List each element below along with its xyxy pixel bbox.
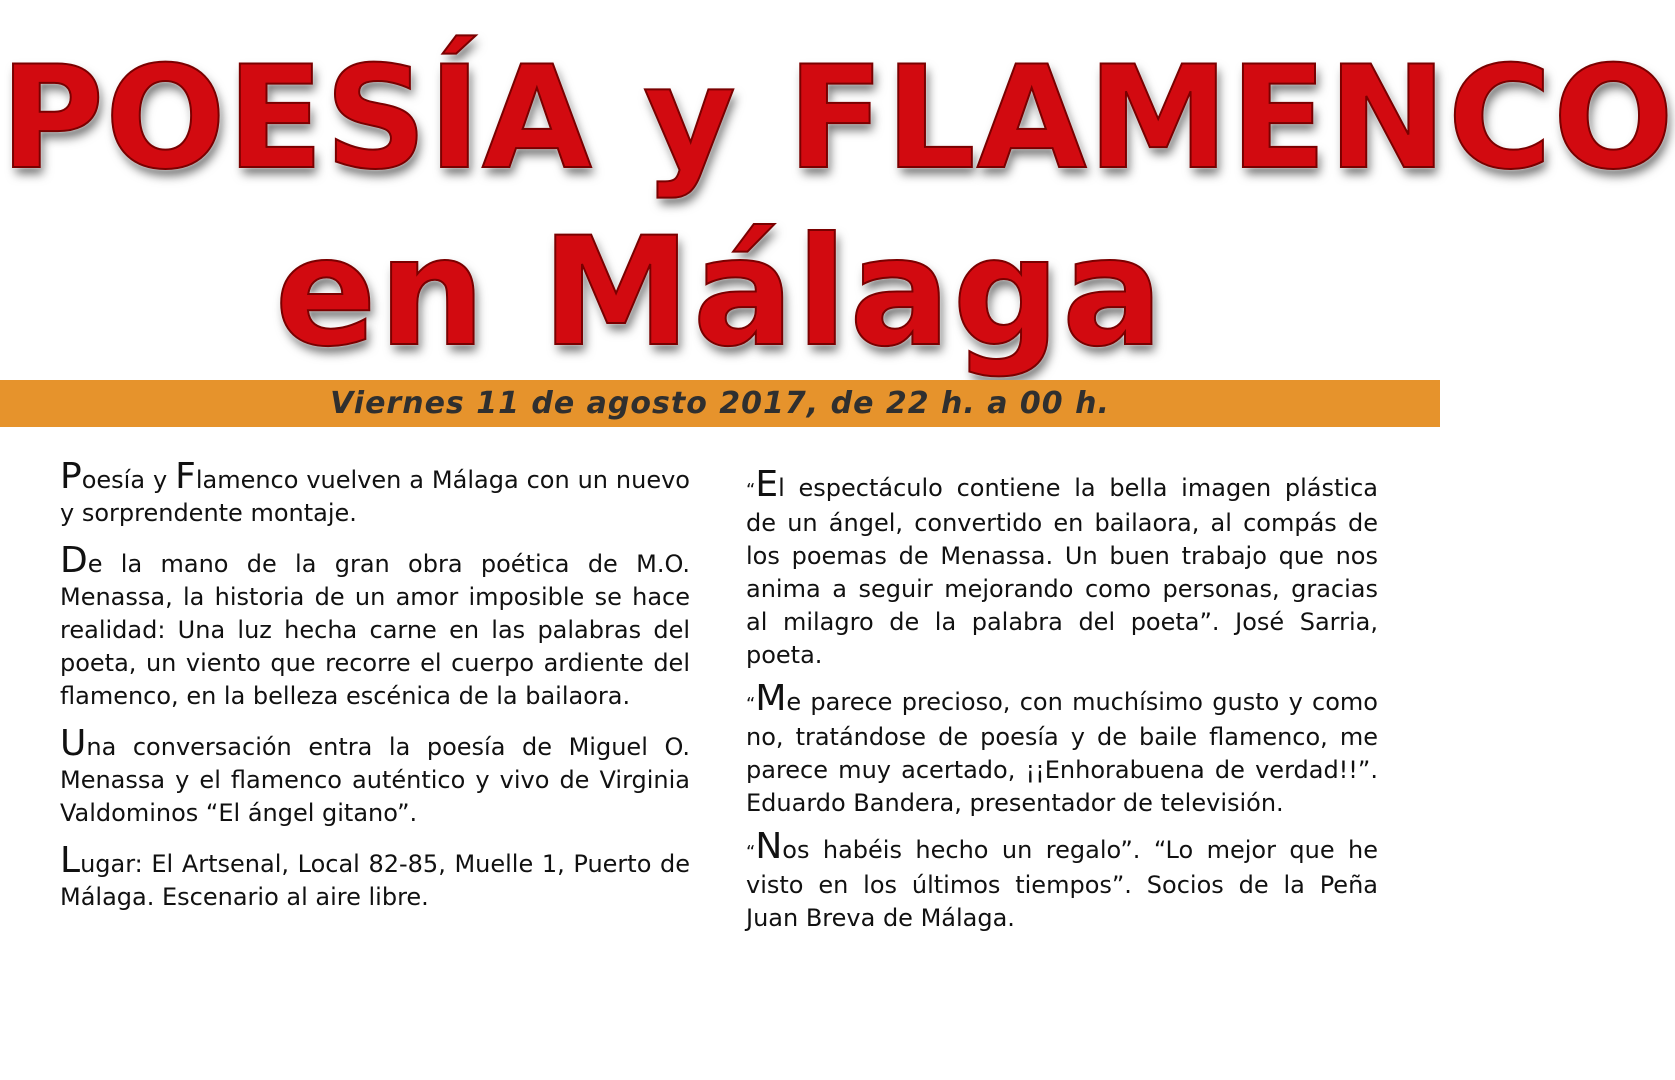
drop-cap: L bbox=[60, 840, 81, 881]
quote-text: e parece precioso, con muchísimo gusto y como no, tratándose de poesía y de baile flamenco, me parece muy acertado, ¡¡Enhorabuena de verdad!!”. Eduardo Bandera, presentador de televisión. bbox=[746, 688, 1378, 817]
drop-cap: U bbox=[60, 723, 87, 764]
drop-cap: E bbox=[755, 464, 779, 505]
quote-text: os habéis hecho un regalo”. “Lo mejor que he visto en los últimos tiempos”. Socios de la Peña Juan Breva de Málaga. bbox=[746, 836, 1378, 932]
quote-text: l espectáculo contiene la bella imagen plástica de un ángel, convertido en bailaora, al compás de los poemas de Menassa. Un buen trabajo que nos anima a seguir mejorando como personas, gracias al milagro de la palabra del poeta”. José Sarria, poeta. bbox=[746, 474, 1378, 669]
right-column bbox=[746, 464, 1378, 945]
quote-mark: “ bbox=[746, 842, 756, 863]
left-column bbox=[60, 456, 690, 928]
quote-jose-sarria bbox=[746, 464, 1378, 672]
drop-cap: D bbox=[60, 540, 88, 581]
conversation-paragraph bbox=[60, 723, 690, 830]
date-band bbox=[0, 380, 1440, 427]
paragraph-text: ugar: El Artsenal, Local 82-85, Muelle 1, Puerto de Málaga. Escenario al aire libre. bbox=[60, 850, 690, 911]
title-line-1: POESÍA y FLAMENCO bbox=[0, 36, 1675, 201]
quote-mark: “ bbox=[746, 480, 756, 501]
quote-eduardo-bandera bbox=[746, 678, 1378, 820]
drop-cap: F bbox=[175, 456, 196, 497]
intro-paragraph bbox=[60, 456, 690, 530]
quote-mark: “ bbox=[746, 694, 756, 715]
event-date-time: Viernes 11 de agosto 2017, de 22 h. a 00 h. bbox=[330, 386, 1110, 421]
title-line-2: en Málaga bbox=[274, 206, 1166, 380]
drop-cap: M bbox=[755, 678, 787, 719]
venue-paragraph bbox=[60, 840, 690, 914]
quote-pena-juan-breva bbox=[746, 826, 1378, 935]
paragraph-text: oesía y bbox=[81, 466, 176, 494]
drop-cap: P bbox=[60, 456, 82, 497]
description-paragraph bbox=[60, 540, 690, 713]
paragraph-text: lamenco vuelven a Málaga con un nuevo y sorprendente montaje. bbox=[60, 466, 690, 527]
drop-cap: N bbox=[755, 826, 783, 867]
paragraph-text: na conversación entra la poesía de Miguel O. Menassa y el flamenco auténtico y vivo de Virginia Valdominos “El ángel gitano”. bbox=[60, 733, 690, 827]
paragraph-text: e la mano de la gran obra poética de M.O. Menassa, la historia de un amor imposible se hace realidad: Una luz hecha carne en las palabras del poeta, un viento que recorre el cuerpo ardiente del flamenco, en la belleza escénica de la bailaora. bbox=[60, 550, 690, 710]
